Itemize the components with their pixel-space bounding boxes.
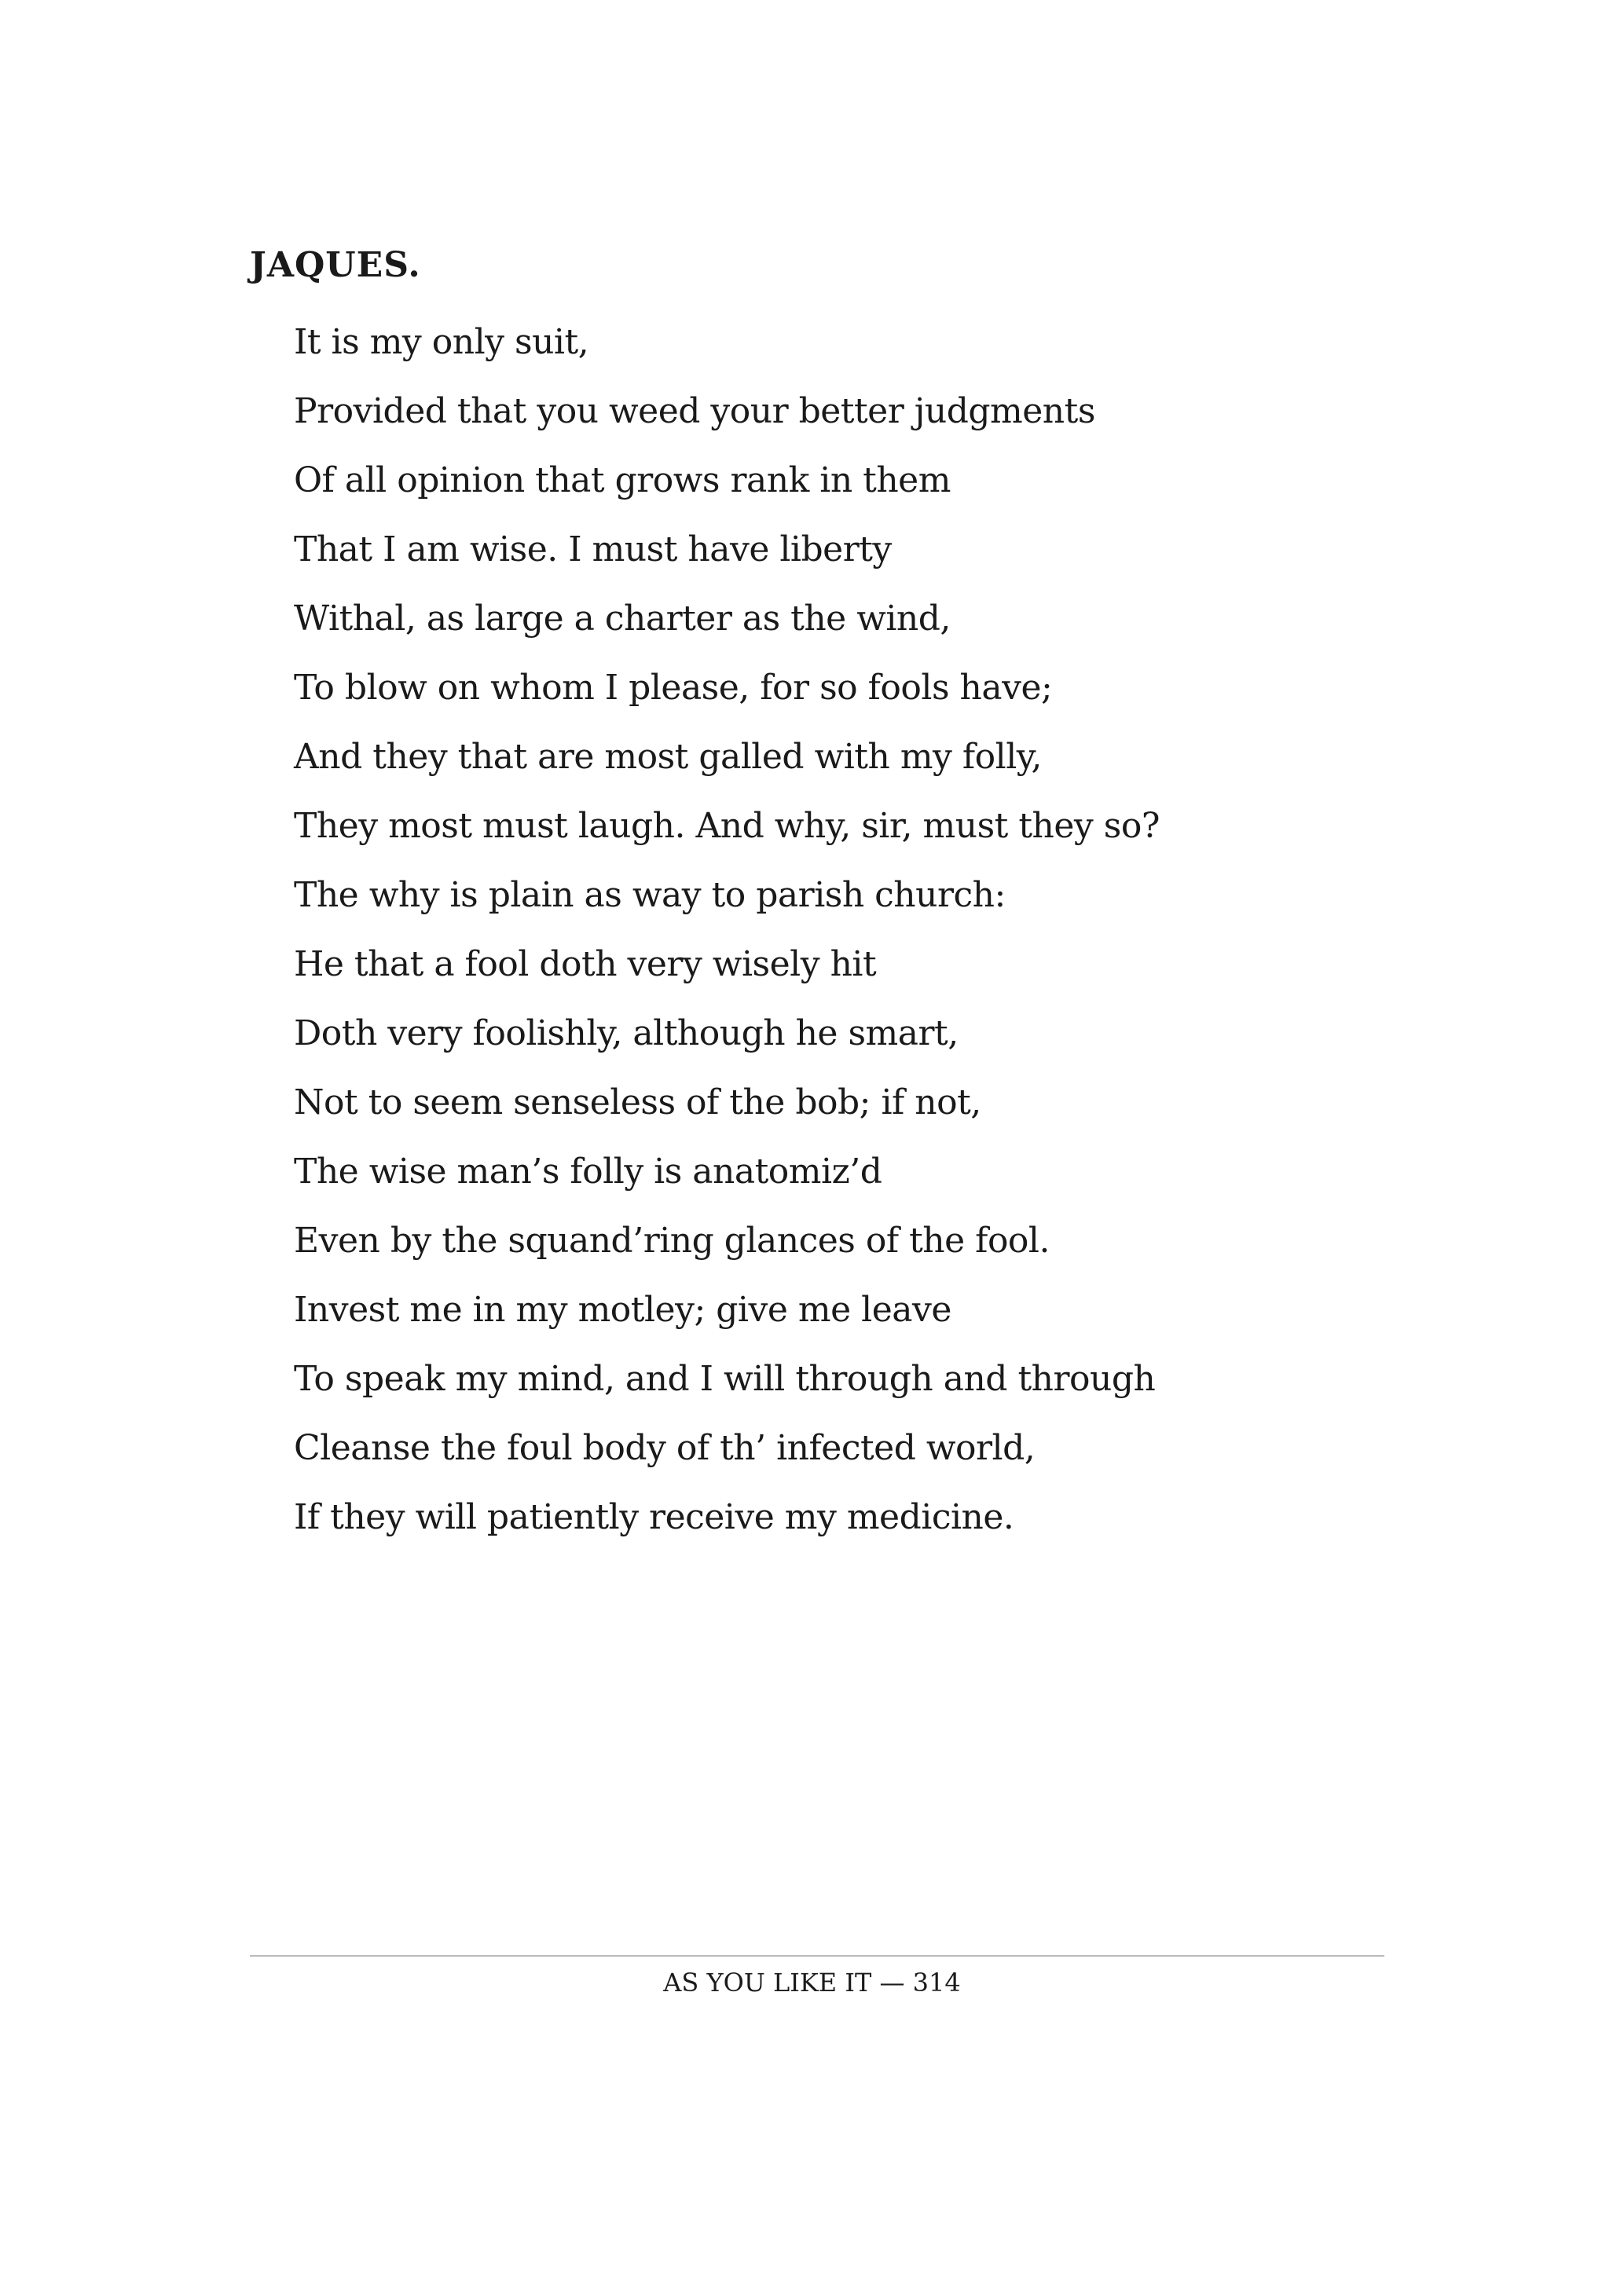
verse-line: They most must laugh. And why, sir, must they so? xyxy=(294,806,1160,846)
verse-line: To speak my mind, and I will through and through xyxy=(294,1359,1156,1399)
verse-line: The wise man’s folly is anatomiz’d xyxy=(294,1152,882,1192)
verse-line: Even by the squand’ring glances of the fool. xyxy=(294,1221,1050,1261)
verse-line: If they will patiently receive my medicine. xyxy=(294,1497,1014,1537)
verse-block xyxy=(294,308,1160,1552)
verse-line: It is my only suit, xyxy=(294,322,589,362)
verse-line: Cleanse the foul body of th’ infected world, xyxy=(294,1428,1036,1468)
verse-line: Of all opinion that grows rank in them xyxy=(294,460,951,500)
verse-line: That I am wise. I must have liberty xyxy=(294,529,892,569)
verse-line: Not to seem senseless of the bob; if not, xyxy=(294,1082,981,1122)
verse-line: To blow on whom I please, for so fools have; xyxy=(294,668,1053,708)
speaker-name: JAQUES. xyxy=(250,245,421,285)
verse-line: Provided that you weed your better judgments xyxy=(294,391,1095,431)
verse-line: Invest me in my motley; give me leave xyxy=(294,1290,951,1330)
verse-line: He that a fool doth very wisely hit xyxy=(294,944,877,984)
verse-line: The why is plain as way to parish church: xyxy=(294,875,1006,915)
running-footer: AS YOU LIKE IT — 314 xyxy=(663,1968,961,1998)
footer-divider xyxy=(250,1955,1384,1957)
verse-line: And they that are most galled with my folly, xyxy=(294,737,1042,777)
verse-line: Withal, as large a charter as the wind, xyxy=(294,599,951,639)
verse-line: Doth very foolishly, although he smart, xyxy=(294,1013,959,1053)
